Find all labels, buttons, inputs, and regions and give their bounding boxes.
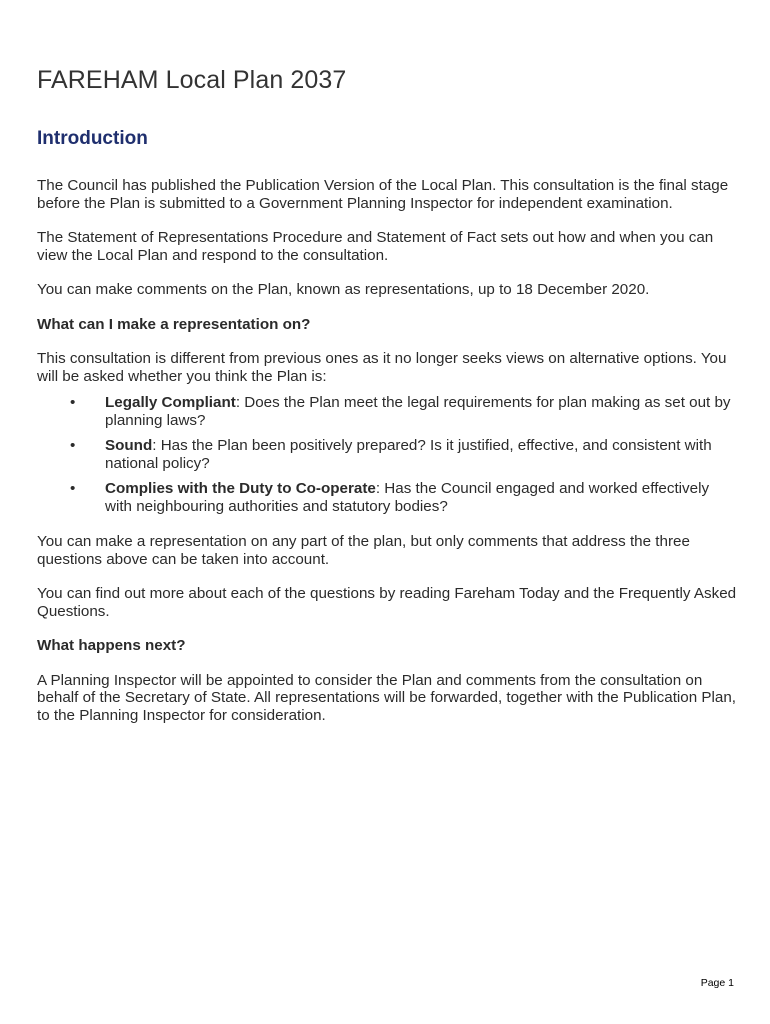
criteria-term: Complies with the Duty to Co-operate — [105, 480, 376, 497]
section-heading-introduction: Introduction — [37, 128, 148, 149]
criteria-item-duty-to-cooperate — [37, 480, 737, 515]
criteria-description: : Has the Plan been positively prepared? Is it justified, effective, and consistent with national policy? — [105, 437, 712, 472]
bullet-icon: • — [70, 437, 76, 454]
criteria-term: Legally Compliant — [105, 394, 236, 411]
bullet-icon: • — [70, 394, 76, 411]
bullet-icon: • — [70, 480, 76, 497]
paragraph-deadline: You can make comments on the Plan, known as representations, up to 18 December 2020. — [37, 281, 650, 298]
paragraph-statement: The Statement of Representations Procedure and Statement of Fact sets out how and when you can view the Local Plan and respond to the consultation. — [37, 229, 714, 264]
subheading-what-next: What happens next? — [37, 637, 186, 654]
paragraph-find-out-more: You can find out more about each of the questions by reading Fareham Today and the Frequently Asked Questions. — [37, 585, 737, 620]
criteria-item-legally-compliant — [37, 394, 737, 429]
document-title: FAREHAM Local Plan 2037 — [37, 66, 347, 94]
subheading-what-can: What can I make a representation on? — [37, 315, 311, 333]
criteria-term: Sound — [105, 437, 153, 454]
criteria-description: : Does the Plan meet the legal requirements for plan making as set out by planning laws? — [105, 394, 731, 429]
paragraph-publication: The Council has published the Publication Version of the Local Plan. This consultation is the final stage before the Plan is submitted to a Government Planning Inspector for independent examination. — [37, 177, 729, 212]
page-number: Page 1 — [700, 977, 734, 989]
document-body — [37, 127, 737, 741]
paragraph-inspector: A Planning Inspector will be appointed to consider the Plan and comments from the consultation on behalf of the Secretary of State. All representations will be forwarded, together with the Publication Plan, to the Planning Inspector for consideration. — [37, 671, 737, 724]
paragraph-any-part: You can make a representation on any part of the plan, but only comments that address the three questions above can be taken into account. — [37, 533, 690, 568]
criteria-description: : Has the Council engaged and worked effectively with neighbouring authorities and statutory bodies? — [105, 480, 710, 515]
criteria-item-sound — [37, 437, 737, 472]
paragraph-consultation-difference: This consultation is different from previous ones as it no longer seeks views on alternative options. You will be asked whether you think the Plan is: — [37, 350, 727, 385]
criteria-list — [37, 394, 737, 515]
